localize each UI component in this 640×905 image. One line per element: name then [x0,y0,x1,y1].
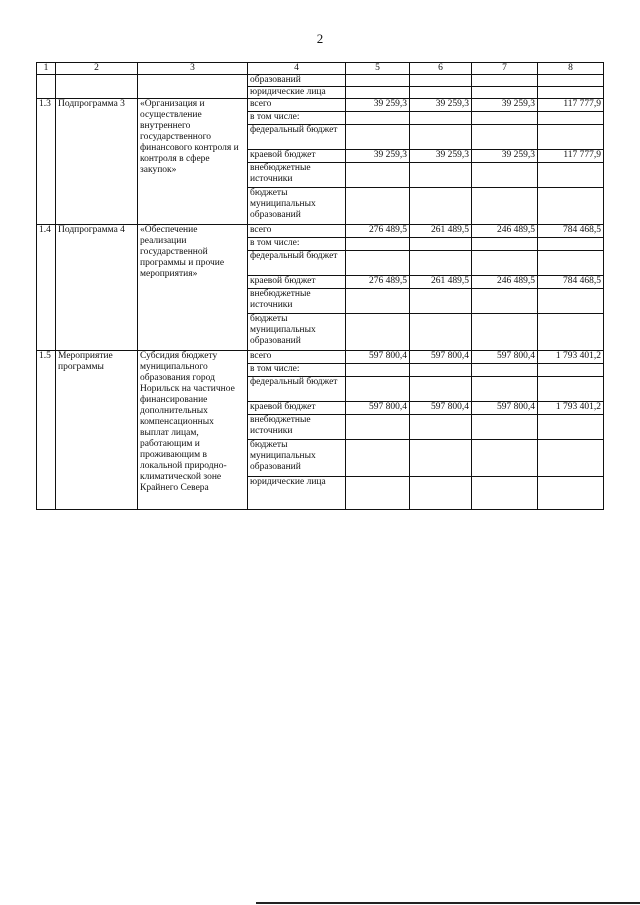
cell [472,364,538,377]
column-header: 5 [346,63,410,75]
row-label: образований [248,75,346,87]
cell [472,188,538,225]
cell [346,314,410,351]
cell [346,364,410,377]
cell [410,289,472,314]
row-number: 1.5 [37,351,56,510]
value-cell: 784 468,5 [538,225,604,238]
row-label: бюджеты муниципальных образований [248,314,346,351]
cell [346,188,410,225]
cell [410,314,472,351]
value-cell: 276 489,5 [346,225,410,238]
column-header: 8 [538,63,604,75]
row-label: в том числе: [248,364,346,377]
column-header: 2 [56,63,138,75]
cell [138,75,248,99]
cell [346,377,410,402]
value-cell: 246 489,5 [472,276,538,289]
row-label: всего [248,225,346,238]
value-cell: 597 800,4 [346,402,410,415]
row-number: 1.4 [37,225,56,351]
cell [472,415,538,440]
row-label: юридические лица [248,87,346,99]
table-row [37,351,604,364]
row-label: бюджеты муниципальных образований [248,440,346,477]
cell [410,125,472,150]
column-header-row [37,63,604,75]
cell [538,75,604,87]
cell [472,238,538,251]
row-number: 1.3 [37,99,56,225]
cell [472,251,538,276]
cell [472,314,538,351]
cell [410,188,472,225]
cell [472,87,538,99]
cell [472,75,538,87]
value-cell: 117 777,9 [538,99,604,112]
cell [538,251,604,276]
cell [538,440,604,477]
value-cell: 784 468,5 [538,276,604,289]
column-header: 4 [248,63,346,75]
program-description: «Обеспечение реализации государственной программы и прочие мероприятия» [138,225,248,351]
value-cell: 39 259,3 [410,150,472,163]
cell [472,377,538,402]
column-header: 3 [138,63,248,75]
cell [410,112,472,125]
cell [346,440,410,477]
program-name: Подпрограмма 4 [56,225,138,351]
row-label: внебюджетные источники [248,289,346,314]
column-header: 1 [37,63,56,75]
cell [538,125,604,150]
value-cell: 597 800,4 [472,351,538,364]
cell [346,125,410,150]
column-header: 7 [472,63,538,75]
cell [538,477,604,510]
table-row [37,75,604,87]
value-cell: 597 800,4 [472,402,538,415]
cell [538,163,604,188]
cell [472,125,538,150]
value-cell: 261 489,5 [410,276,472,289]
row-label: в том числе: [248,112,346,125]
cell [56,75,138,99]
value-cell: 276 489,5 [346,276,410,289]
cell [472,112,538,125]
row-label: всего [248,99,346,112]
bottom-rule [256,902,640,904]
value-cell: 597 800,4 [410,351,472,364]
cell [472,289,538,314]
value-cell: 39 259,3 [410,99,472,112]
cell [346,75,410,87]
row-label: краевой бюджет [248,150,346,163]
cell [538,289,604,314]
row-label: юридические лица [248,477,346,510]
cell [410,75,472,87]
row-label: внебюджетные источники [248,163,346,188]
cell [346,477,410,510]
row-label: в том числе: [248,238,346,251]
value-cell: 246 489,5 [472,225,538,238]
cell [346,238,410,251]
page-number: 2 [316,31,324,46]
cell [410,377,472,402]
cell [346,87,410,99]
cell [538,87,604,99]
cell [410,477,472,510]
budget-table [36,62,604,510]
cell [472,163,538,188]
row-label: всего [248,351,346,364]
table-row [37,225,604,238]
cell [37,75,56,99]
value-cell: 39 259,3 [346,99,410,112]
cell [410,415,472,440]
cell [410,238,472,251]
value-cell: 39 259,3 [472,99,538,112]
cell [346,415,410,440]
cell [538,314,604,351]
column-header: 6 [410,63,472,75]
value-cell: 261 489,5 [410,225,472,238]
value-cell: 1 793 401,2 [538,351,604,364]
cell [538,415,604,440]
cell [410,163,472,188]
cell [410,87,472,99]
program-description: Субсидия бюджету муниципального образования город Норильск на частичное финансирование дополнительных компенсационных выплат лицам, работающим и проживающим в локальной природно-климатической зоне Крайнего Севера [138,351,248,510]
cell [472,440,538,477]
cell [346,251,410,276]
program-name: Мероприятие программы [56,351,138,510]
cell [538,238,604,251]
row-label: внебюджетные источники [248,415,346,440]
value-cell: 117 777,9 [538,150,604,163]
program-description: «Организация и осуществление внутреннего государственного финансового контроля и контроля в сфере закупок» [138,99,248,225]
cell [538,364,604,377]
row-label: федеральный бюджет [248,125,346,150]
value-cell: 597 800,4 [410,402,472,415]
row-label: краевой бюджет [248,402,346,415]
cell [346,112,410,125]
cell [410,440,472,477]
program-name: Подпрограмма 3 [56,99,138,225]
cell [538,112,604,125]
cell [410,251,472,276]
row-label: краевой бюджет [248,276,346,289]
cell [410,364,472,377]
value-cell: 1 793 401,2 [538,402,604,415]
value-cell: 597 800,4 [346,351,410,364]
table-row [37,99,604,112]
value-cell: 39 259,3 [346,150,410,163]
cell [538,377,604,402]
cell [472,477,538,510]
row-label: федеральный бюджет [248,377,346,402]
value-cell: 39 259,3 [472,150,538,163]
cell [346,289,410,314]
cell [538,188,604,225]
row-label: бюджеты муниципальных образований [248,188,346,225]
cell [346,163,410,188]
row-label: федеральный бюджет [248,251,346,276]
